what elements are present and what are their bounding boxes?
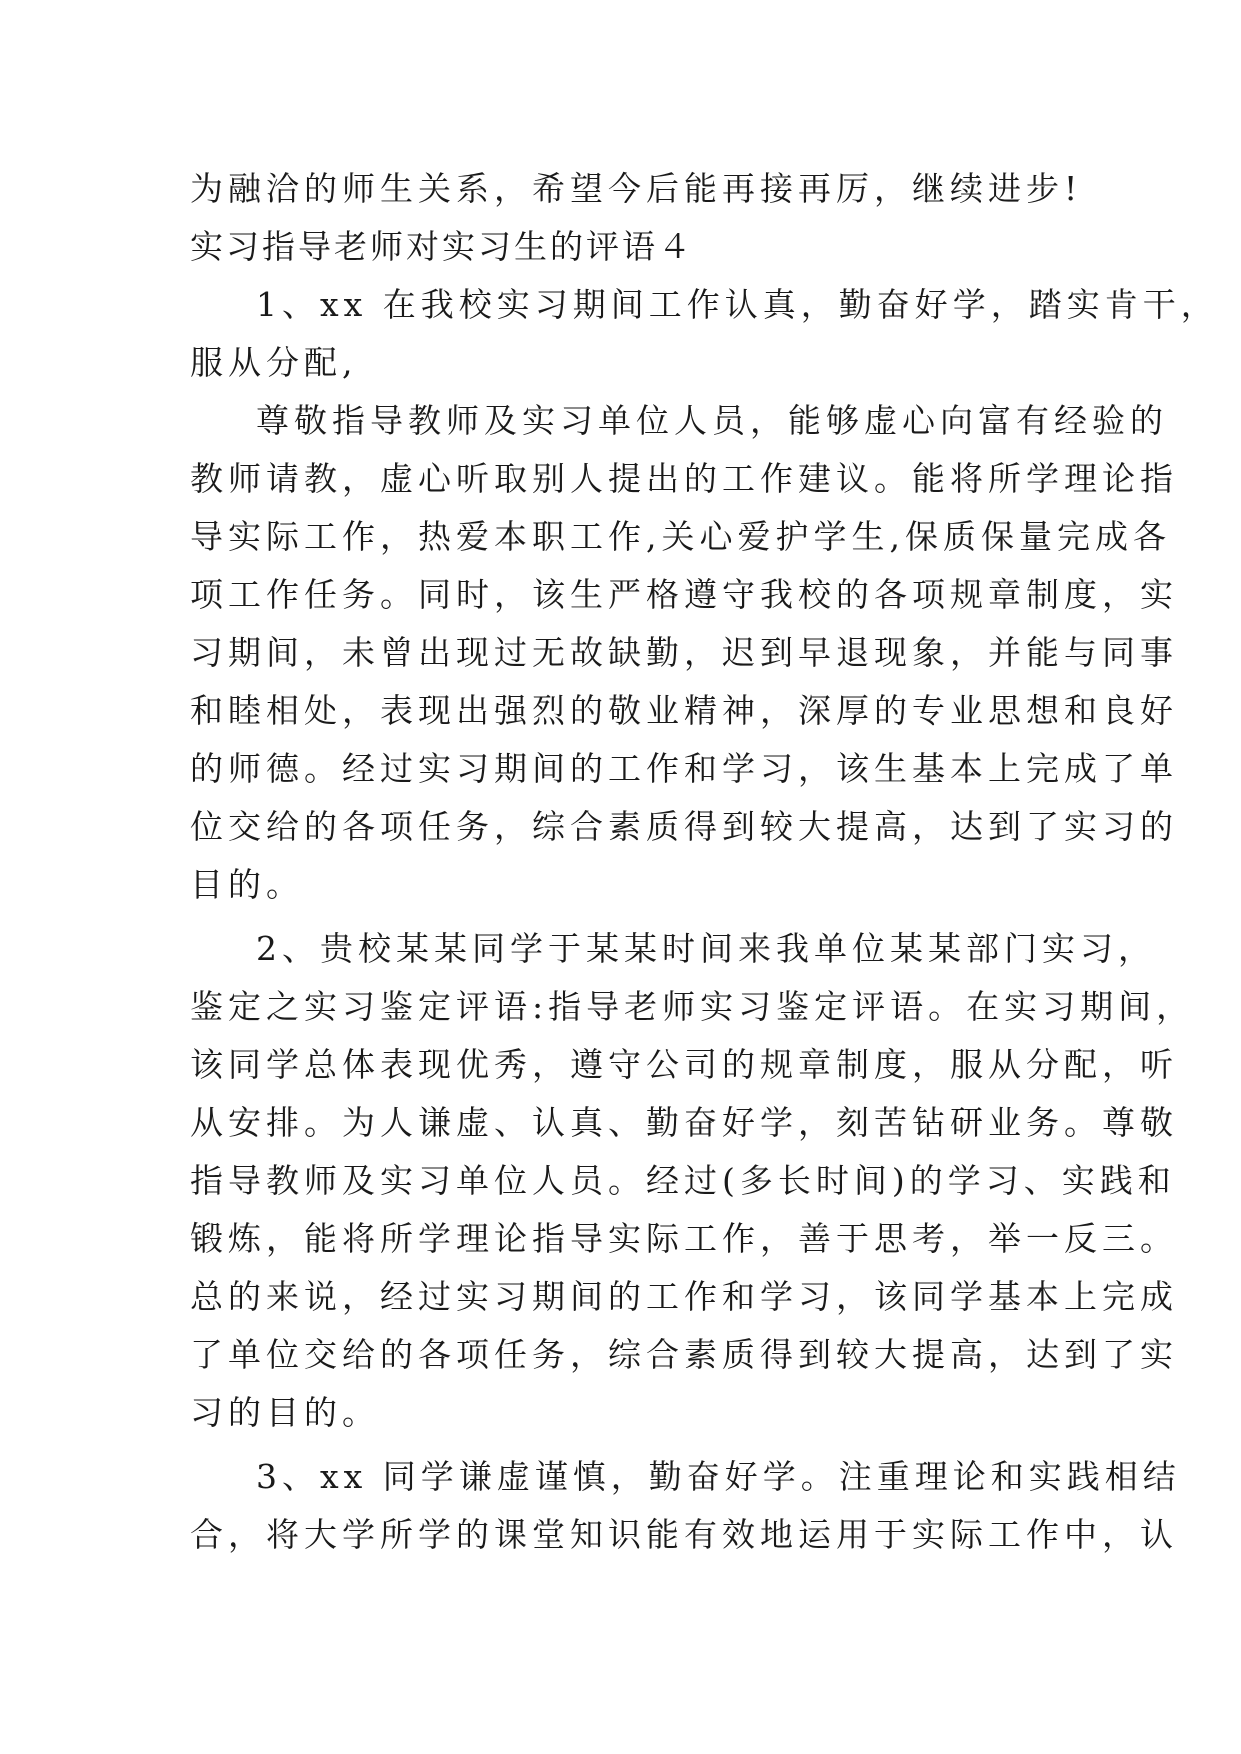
- paragraph-line: 2、贵校某某同学于某某时间来我单位某某部门实习，: [256, 929, 1156, 968]
- paragraph-line: 习的目的。: [190, 1393, 380, 1432]
- paragraph-line: 尊敬指导教师及实习单位人员，能够虚心向富有经验的: [256, 401, 1168, 440]
- paragraph-line: 位交给的各项任务，综合素质得到较大提高，达到了实习的: [190, 807, 1178, 846]
- paragraph-line: 该同学总体表现优秀，遵守公司的规章制度，服从分配，听: [190, 1045, 1178, 1084]
- paragraph-1: [190, 276, 1219, 392]
- paragraph-line: 总的来说，经过实习期间的工作和学习，该同学基本上完成: [190, 1277, 1178, 1316]
- paragraph-line: 习期间，未曾出现过无故缺勤，迟到早退现象，并能与同事: [190, 633, 1178, 672]
- paragraph-line: 3、xx 同学谦虚谨慎，勤奋好学。注重理论和实践相结: [256, 1457, 1181, 1496]
- paragraph-line: 指导教师及实习单位人员。经过(多长时间)的学习、实践和: [190, 1161, 1176, 1200]
- paragraph-line: 教师请教，虚心听取别人提出的工作建议。能将所学理论指: [190, 459, 1178, 498]
- paragraph-line: 鉴定之实习鉴定评语:指导老师实习鉴定评语。在实习期间，: [190, 987, 1195, 1026]
- continuation-line: 为融洽的师生关系，希望今后能再接再厉，继续进步!: [190, 169, 1083, 208]
- paragraph-line: 1、xx 在我校实习期间工作认真，勤奋好学，踏实肯干，: [256, 285, 1219, 324]
- paragraph-3: [190, 920, 1195, 1442]
- paragraph-4: [190, 1448, 1181, 1564]
- paragraph-line: 项工作任务。同时，该生严格遵守我校的各项规章制度，实: [190, 575, 1178, 614]
- paragraph-line: 从安排。为人谦虚、认真、勤奋好学，刻苦钻研业务。尊敬: [190, 1103, 1178, 1142]
- paragraph-line: 和睦相处，表现出强烈的敬业精神，深厚的专业思想和良好: [190, 691, 1178, 730]
- paragraph-line: 了单位交给的各项任务，综合素质得到较大提高，达到了实: [190, 1335, 1178, 1374]
- section-title: 实习指导老师对实习生的评语４: [190, 227, 694, 266]
- paragraph-line: 服从分配,: [190, 343, 358, 382]
- paragraph-line: 导实际工作，热爱本职工作,关心爱护学生,保质保量完成各: [190, 517, 1171, 556]
- paragraph-line: 目的。: [190, 865, 304, 904]
- paragraph-line: 合，将大学所学的课堂知识能有效地运用于实际工作中，认: [190, 1515, 1178, 1554]
- paragraph-2: [190, 392, 1178, 914]
- paragraph-line: 锻炼，能将所学理论指导实际工作，善于思考，举一反三。: [190, 1219, 1178, 1258]
- document-page: [190, 160, 1219, 1564]
- paragraph-line: 的师德。经过实习期间的工作和学习，该生基本上完成了单: [190, 749, 1178, 788]
